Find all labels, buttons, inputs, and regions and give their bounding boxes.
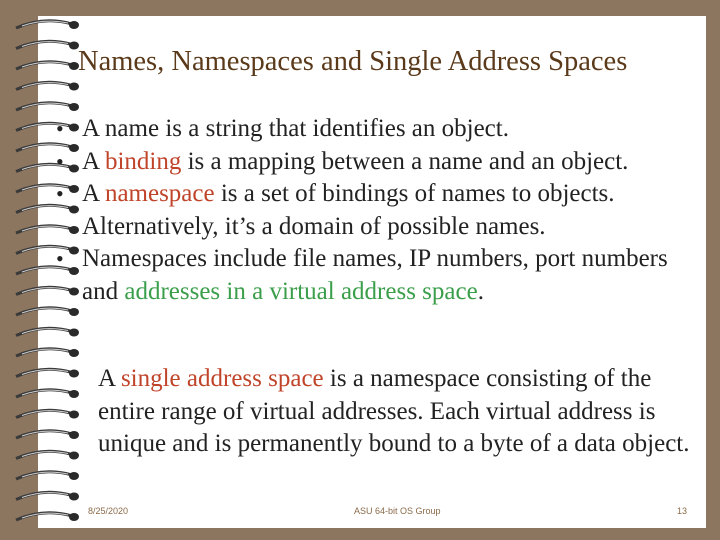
bullet-highlight: namespace bbox=[104, 180, 215, 207]
spiral-hole bbox=[69, 411, 79, 419]
bullet-item bbox=[56, 243, 706, 308]
spiral-hole bbox=[69, 390, 79, 398]
spiral-hole bbox=[69, 493, 79, 501]
bullet-dot-icon: • bbox=[56, 181, 64, 206]
bullet-text: . bbox=[477, 277, 484, 305]
spiral-hole bbox=[69, 431, 79, 439]
bullet-text: A bbox=[82, 147, 105, 175]
spiral-hole bbox=[69, 329, 79, 337]
bullet-text: is a set of bindings of names to objects. Alternatively, it’s a domain of possible names. bbox=[82, 180, 615, 240]
bullet-list bbox=[56, 113, 706, 308]
bullet-dot-icon: • bbox=[56, 148, 64, 174]
bullet-text: A name is a string that identifies an object. bbox=[82, 115, 509, 142]
bullet-dot-icon: • bbox=[56, 246, 64, 271]
spiral-hole bbox=[69, 308, 79, 316]
single-address-space-paragraph bbox=[98, 363, 698, 461]
spiral-hole bbox=[69, 472, 79, 480]
spiral-hole bbox=[69, 452, 79, 460]
bullet-highlight: addresses in a virtual address space bbox=[124, 277, 478, 305]
bullet-dot-icon: • bbox=[56, 116, 64, 141]
spiral-hole bbox=[69, 370, 79, 378]
bullet-text: A bbox=[82, 180, 105, 207]
paragraph-highlight: single address space bbox=[120, 365, 324, 392]
spiral-hole bbox=[69, 83, 79, 91]
bullet-item bbox=[56, 146, 706, 179]
footer-date: 8/25/2020 bbox=[88, 506, 129, 516]
spiral-hole bbox=[69, 21, 79, 29]
bullet-text: Namespaces include file names, IP numbers, port numbers and bbox=[82, 245, 668, 305]
spiral-hole bbox=[69, 103, 79, 111]
paragraph-text: A bbox=[98, 365, 121, 392]
spiral-hole bbox=[69, 349, 79, 357]
bullet-item bbox=[56, 178, 706, 243]
bullet-highlight: binding bbox=[104, 147, 182, 175]
bullet-text: is a mapping between a name and an object. bbox=[181, 147, 629, 175]
spiral-hole bbox=[69, 513, 79, 521]
footer-center: ASU 64-bit OS Group bbox=[354, 506, 441, 516]
bullet-item bbox=[56, 113, 706, 146]
paragraph-text: is a namespace consisting of the entire range of virtual addresses. Each virtual address is unique and is permanently bound to a byte of a data object. bbox=[98, 365, 690, 457]
slide-title: Names, Namespaces and Single Address Spaces bbox=[78, 46, 628, 77]
footer-page-number: 13 bbox=[677, 506, 688, 516]
